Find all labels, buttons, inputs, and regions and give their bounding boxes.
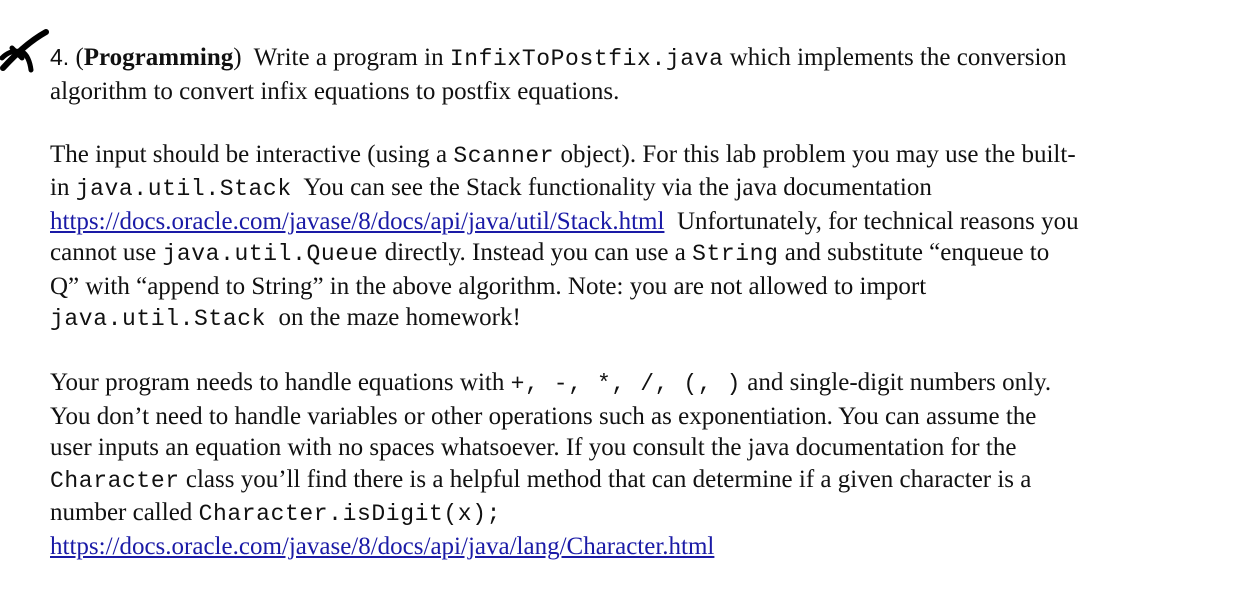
paragraph-text: You can see the Stack functionality via the java documentation xyxy=(303,174,932,201)
paragraph-text: on the maze homework! xyxy=(278,304,521,331)
statement-text: algorithm to convert infix equations to postfix equations. xyxy=(50,77,620,105)
problem-number: 4. xyxy=(50,44,70,70)
stack-class-code: java.util.Stack xyxy=(75,176,292,202)
queue-class-code: java.util.Queue xyxy=(162,241,379,267)
problem-statement xyxy=(50,42,1225,107)
paragraph-text: You don’t need to handle variables or other operations such as exponentiation. You can assume the xyxy=(50,402,1037,430)
paragraph-text: user inputs an equation with no spaces whatsoever. If you consult the java documentation for the xyxy=(50,434,1017,461)
scanner-code: Scanner xyxy=(453,142,555,169)
paragraph-text: in xyxy=(50,174,70,201)
string-class-code: String xyxy=(692,241,779,267)
paragraph-text: The input should be interactive (using a xyxy=(50,140,448,168)
operators-code: +, -, *, /, (, ) xyxy=(510,371,742,397)
paragraph-text: cannot use xyxy=(50,239,157,266)
filename-code: InfixToPostfix.java xyxy=(449,46,724,72)
stack-class-code: java.util.Stack xyxy=(50,306,267,332)
paragraph-text: and substitute “enqueue to xyxy=(784,239,1050,266)
character-doc-link[interactable]: https://docs.oracle.com/javase/8/docs/api/java/lang/Character.html xyxy=(50,532,715,560)
paragraph-text: number called xyxy=(50,499,193,526)
statement-text: which implements the conversion xyxy=(729,44,1067,71)
assignment-document xyxy=(50,42,1225,562)
paragraph-text: and single-digit numbers only. xyxy=(747,369,1052,396)
statement-text: Write a program in xyxy=(253,44,444,71)
character-class-code: Character xyxy=(50,467,180,494)
paragraph-text: Unfortunately, for technical reasons you xyxy=(676,207,1079,235)
stack-doc-link[interactable]: https://docs.oracle.com/javase/8/docs/api/java/util/Stack.html xyxy=(50,207,665,235)
isdigit-code: Character.isDigit(x); xyxy=(198,501,502,527)
input-paragraph xyxy=(50,139,1225,336)
requirements-paragraph xyxy=(50,367,1225,562)
paragraph-text: Your program needs to handle equations with xyxy=(50,369,505,396)
paragraph-text: directly. Instead you can use a xyxy=(384,239,686,266)
problem-category: Programming xyxy=(83,44,234,71)
paren-open: ( xyxy=(75,44,84,71)
paragraph-text: Q” with “append to String” in the above algorithm. Note: you are not allowed to import xyxy=(50,272,927,300)
paragraph-text: class you’ll find there is a helpful method that can determine if a given character is a xyxy=(185,465,1032,493)
handwritten-check-mark-icon xyxy=(0,28,52,74)
paren-close: ) xyxy=(233,44,242,71)
paragraph-text: object). For this lab problem you may use the built- xyxy=(560,140,1076,168)
